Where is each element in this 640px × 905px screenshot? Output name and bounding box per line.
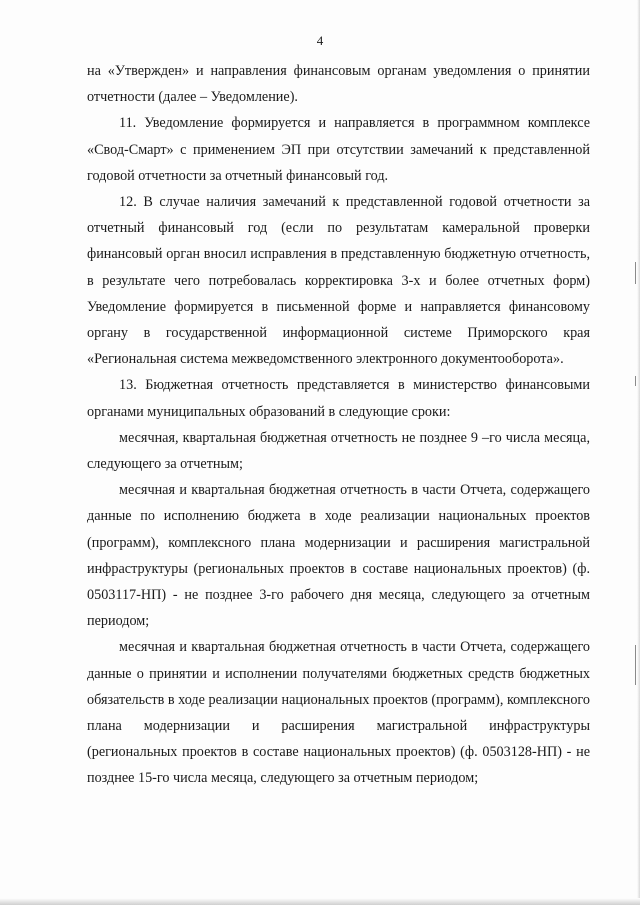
scan-artifact-mark (635, 376, 636, 386)
paragraph-deadline-form-0503117: месячная и квартальная бюджетная отчетность в части Отчета, содержащего данные по исполнению бюджета в ходе реализации национальных проектов (программ), комплексного плана модернизации и расширения магистральной инфраструктуры (региональных проектов в составе национальных проектов) (ф. 0503117-НП) - не позднее 3-го рабочего дня месяца, следующего за отчетным периодом; (87, 482, 590, 630)
page-number: 4 (316, 33, 324, 48)
paragraph-deadline-form-0503128: месячная и квартальная бюджетная отчетность в части Отчета, содержащего данные о принятии и исполнении получателями бюджетных средств бюджетных обязательств в ходе реализации национальных проектов (программ), комплексного плана модернизации и расширения магистральной инфраструктуры (региональных проектов в составе национальных проектов) (ф. 0503128-НП) - не позднее 15-го числа месяца, следующего за отчетным периодом; (87, 639, 590, 787)
scan-artifact-mark (635, 645, 636, 685)
paragraph-item-11: 11. Уведомление формируется и направляется в программном комплексе «Свод-Смарт» с применением ЭП при отсутствии замечаний к представленной годовой отчетности за отчетный финансовый год. (87, 115, 590, 184)
paragraph-deadline-monthly-quarterly: месячная, квартальная бюджетная отчетность не позднее 9 –го числа месяца, следующего за отчетным; (87, 429, 590, 473)
paragraph-item-12: 12. В случае наличия замечаний к представленной годовой отчетности за отчетный финансовый год (если по результатам камеральной проверки финансовый орган вносил исправления в представленную бюджетную отчетность, в результате чего потребовалась корректировка 3-х и более отчетных форм) Уведомление формируется в письменной форме и направляется финансовому органу в государственной информационной системе Приморского края «Региональная система межведомственного электронного документооборота». (87, 194, 590, 368)
paragraph-item-13: 13. Бюджетная отчетность представляется в министерство финансовыми органами муниципальных образований в следующие сроки: (87, 377, 590, 420)
paragraph-continuation: на «Утвержден» и направления финансовым органам уведомления о принятии отчетности (далее – Уведомление). (87, 63, 590, 106)
scan-bottom-edge (0, 898, 640, 905)
document-body (87, 58, 590, 792)
scan-artifact-mark (635, 262, 636, 284)
